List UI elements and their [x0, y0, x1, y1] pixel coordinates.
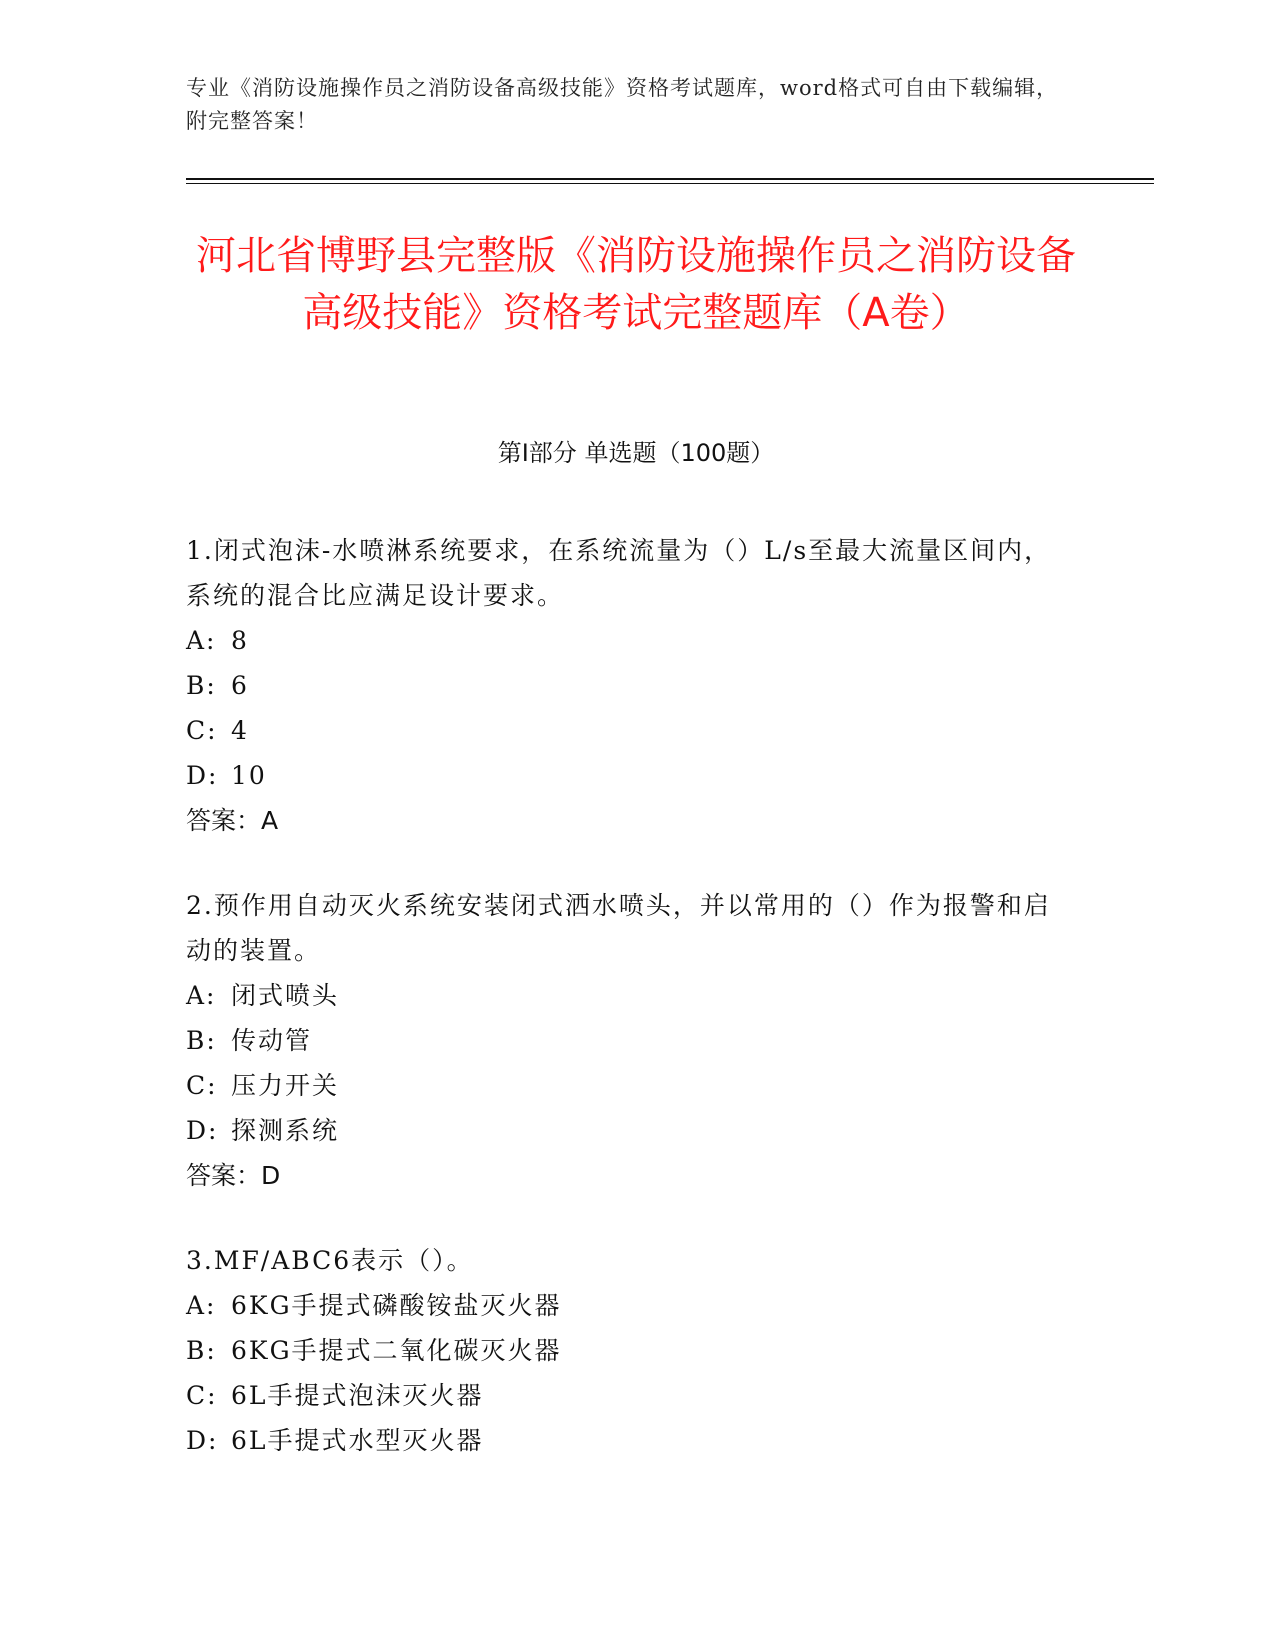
option-text: 6L手提式水型灭火器 — [231, 1426, 484, 1455]
option-letter: B: — [186, 1026, 217, 1055]
question-2 — [186, 883, 1066, 1198]
answer-line: 答案：A — [186, 806, 279, 835]
question-stem: 3.MF/ABC6表示（）。 — [186, 1246, 474, 1275]
option-c — [186, 1063, 1066, 1108]
option-text: 6KG手提式二氧化碳灭火器 — [231, 1336, 562, 1365]
option-a — [186, 1283, 1066, 1328]
option-letter: A: — [186, 1291, 217, 1320]
document-title: 河北省博野县完整版《消防设施操作员之消防设备高级技能》资格考试完整题库（A卷） — [196, 233, 1076, 336]
option-c — [186, 708, 1066, 753]
question-stem: 2.预作用自动灭火系统安装闭式洒水喷头，并以常用的（）作为报警和启动的装置。 — [186, 891, 1051, 965]
option-text: 闭式喷头 — [231, 981, 340, 1010]
option-text: 探测系统 — [231, 1116, 340, 1145]
option-a — [186, 973, 1066, 1018]
option-text: 压力开关 — [231, 1071, 340, 1100]
option-letter: C: — [186, 1071, 218, 1100]
option-letter: B: — [186, 671, 217, 700]
option-text: 6KG手提式磷酸铵盐灭火器 — [231, 1291, 562, 1320]
option-text: 6L手提式泡沫灭火器 — [231, 1381, 484, 1410]
option-d — [186, 1108, 1066, 1153]
question-1 — [186, 528, 1066, 843]
option-text: 8 — [231, 626, 249, 655]
option-letter: C: — [186, 1381, 218, 1410]
option-text: 6 — [231, 671, 249, 700]
option-b — [186, 1018, 1066, 1063]
option-d — [186, 753, 1066, 798]
option-b — [186, 1328, 1066, 1373]
question-list — [186, 528, 1066, 1503]
question-3 — [186, 1238, 1066, 1463]
answer-line: 答案：D — [186, 1161, 281, 1190]
header-rule-thick — [186, 178, 1154, 180]
header-rule-thin — [186, 183, 1154, 184]
option-letter: A: — [186, 981, 217, 1010]
section-title: 第I部分 单选题（100题） — [497, 439, 775, 467]
option-text: 10 — [231, 761, 267, 790]
option-b — [186, 663, 1066, 708]
option-c — [186, 1373, 1066, 1418]
header-note: 专业《消防设施操作员之消防设备高级技能》资格考试题库，word格式可自由下载编辑，附完整答案！ — [186, 76, 1059, 133]
option-d — [186, 1418, 1066, 1463]
option-letter: D: — [186, 1426, 219, 1455]
option-letter: A: — [186, 626, 217, 655]
question-stem: 1.闭式泡沫-水喷淋系统要求，在系统流量为（）L/s至最大流量区间内，系统的混合比应满足设计要求。 — [186, 536, 1052, 610]
option-letter: D: — [186, 761, 219, 790]
option-a — [186, 618, 1066, 663]
option-letter: C: — [186, 716, 218, 745]
option-letter: B: — [186, 1336, 217, 1365]
option-text: 传动管 — [231, 1026, 313, 1055]
option-text: 4 — [231, 716, 249, 745]
option-letter: D: — [186, 1116, 219, 1145]
